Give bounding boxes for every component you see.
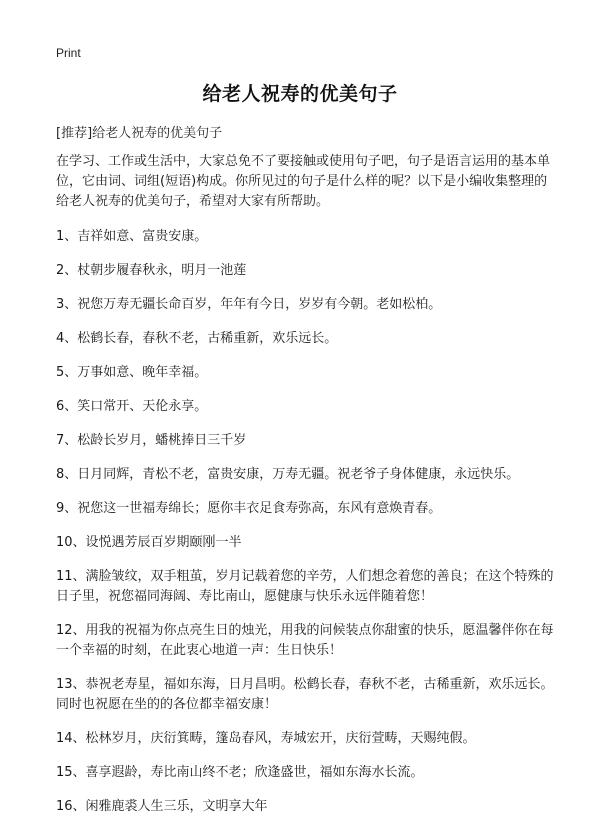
list-item: 9、祝您这一世福寿绵长；愿你丰衣足食寿弥高，东风有意焕青春。 [56,501,442,516]
list-item: 16、闲雅鹿裘人生三乐，文明享大年 [56,799,268,814]
intro-paragraph: 在学习、工作或生活中，大家总免不了要接触或使用句子吧，句子是语言运用的基本单位，它由词、词组(短语)构成。你所见过的句子是什么样的呢？以下是小编收集整理的给老人祝寿的优美句子，希望对大家有所帮助。 [56,154,551,209]
list-item: 2、杖朝步履春秋永，明月一池莲 [56,263,247,278]
list-item: 12、用我的祝福为你点亮生日的烛光，用我的问候装点你甜蜜的快乐，愿温馨伴你在每一个幸福的时刻，在此衷心地道一声：生日快乐！ [56,623,554,658]
list-item: 7、松龄长岁月，蟠桃捧日三千岁 [56,433,247,448]
list-item: 11、满脸皱纹，双手粗茧，岁月记载着您的辛劳，人们想念着您的善良；在这个特殊的日子里，祝您福同海阔、寿比南山，愿健康与快乐永远伴随着您！ [56,569,554,604]
subheading: [推荐]给老人祝寿的优美句子 [56,126,223,141]
page-title: 给老人祝寿的优美句子 [202,83,398,105]
list-item: 1、吉祥如意、富贵安康。 [56,229,208,244]
list-item: 5、万事如意、晚年幸福。 [56,365,208,380]
list-item: 13、恭祝老寿星，福如东海，日月昌明。松鹤长春，春秋不老，古稀重新，欢乐远长。同时也祝愿在坐的的各位都幸福安康！ [56,677,554,712]
article-body [56,152,556,831]
list-item: 15、喜享遐龄，寿比南山终不老；欣逢盛世，福如东海水长流。 [56,765,424,780]
list-item: 8、日月同辉，青松不老，富贵安康，万寿无疆。祝老爷子身体健康，永远快乐。 [56,467,520,482]
list-item: 6、笑口常开、天伦永享。 [56,399,208,414]
list-item: 10、设悦遇芳辰百岁期颐刚一半 [56,535,242,550]
print-label[interactable]: Print [56,46,81,60]
list-item: 14、松林岁月，庆衍箕畴，篷岛春风，寿城宏开，庆衍萱畴，天赐纯假。 [56,731,476,746]
list-item: 4、松鹤长春，春秋不老，古稀重新，欢乐远长。 [56,331,338,346]
list-item: 3、祝您万寿无疆长命百岁，年年有今日，岁岁有今朝。老如松柏。 [56,297,442,312]
